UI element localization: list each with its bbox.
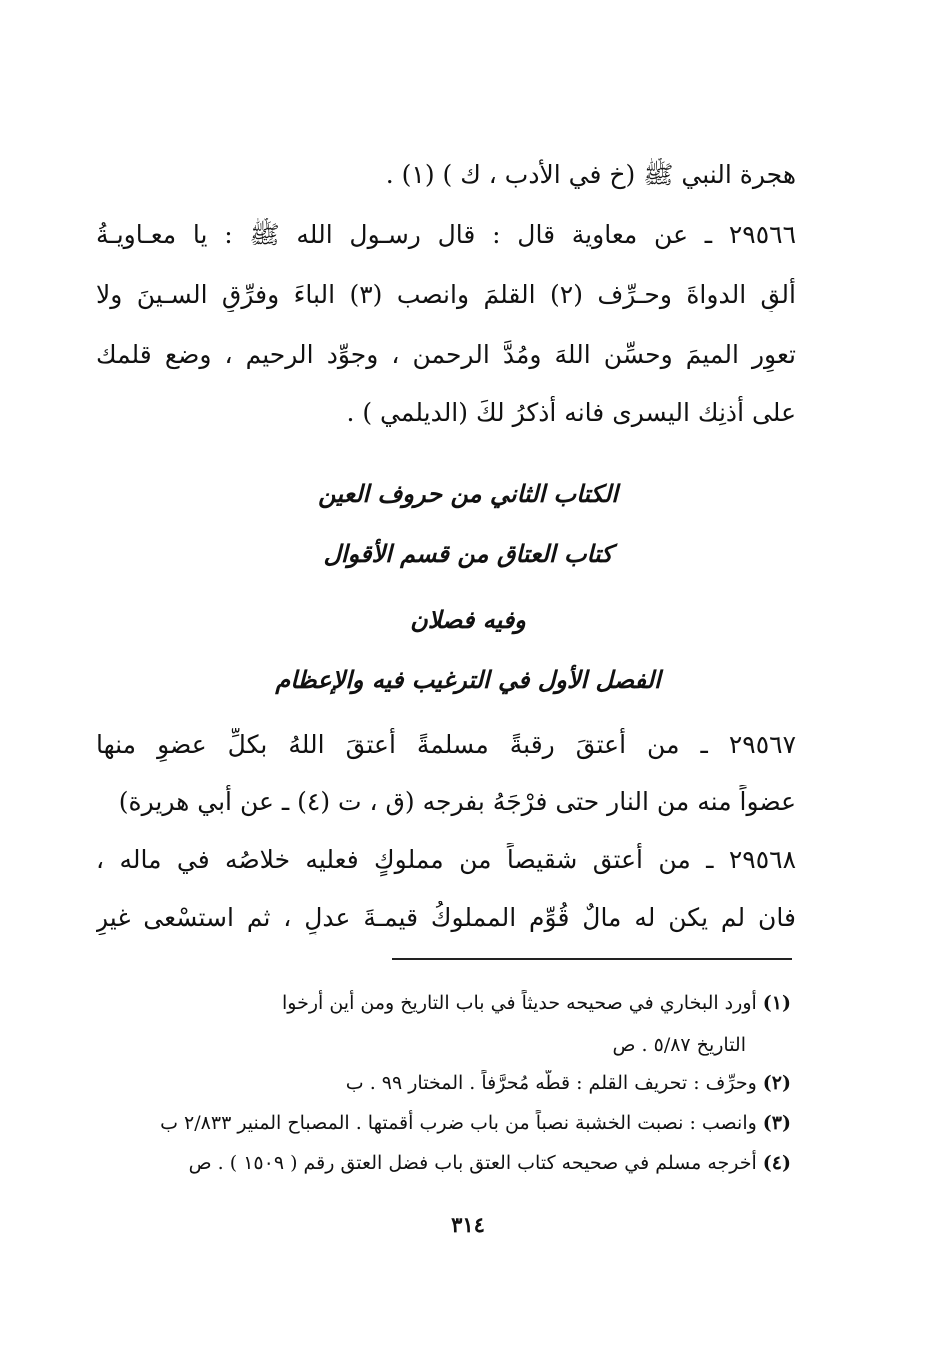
hadith-29568-line-2: فان لم يكن له مالٌ قُوِّم المملوكُ قيمـةَ عدلٍ ، ثم استسْعى غيرِ	[96, 903, 796, 932]
hadith-29568-line-1: ٢٩٥٦٨ ـ من أعتق شقيصاً من مملوكٍ فعليه خلاصُه في ماله ،	[96, 845, 796, 874]
page-number: ٣١٤	[451, 1212, 485, 1237]
body-line-1: هجرة النبي ﷺ (خ في الأدب ، ك ) (١) .	[385, 160, 796, 189]
chapter-heading: كتاب العتاق من قسم الأقوال	[323, 539, 613, 568]
footnote-2-text: وحرِّف : تحريف القلم : قطُّه مُحرَّفاً . المختار ٩٩ . ب	[345, 1072, 757, 1094]
footnote-1	[96, 990, 791, 1016]
footnote-1-number: (١)	[762, 992, 791, 1014]
footnote-4-text: أخرجه مسلم في صحيحه كتاب العتق باب فضل العتق رقم ( ١٥٠٩ ) . ص	[188, 1152, 757, 1174]
hadith-29566-line-2: ألقِ الدواةَ وحـرِّف (٢) القلمَ وانصب (٣) الباءَ وفرِّقِ السـينَ ولا	[96, 280, 796, 309]
footnote-4-number: (٤)	[762, 1152, 791, 1174]
footnote-1-continued-text: التاريخ ٥/٨٧ . ص	[612, 1034, 746, 1056]
footnote-1-continued	[96, 1032, 746, 1058]
footnote-3-text: وانصب : نصبت الخشبة نصباً من باب ضرب أقمتها . المصباح المنير ٢/٨٣٣ ب	[160, 1112, 757, 1134]
section-one-heading: الفصل الأول في الترغيب فيه والإعظام	[275, 665, 661, 694]
footnote-3-number: (٣)	[762, 1112, 791, 1134]
book-heading: الكتاب الثاني من حروف العين	[318, 479, 618, 508]
footnote-3	[96, 1110, 791, 1136]
hadith-29566-line-4: على أذنِك اليسرى فانه أذكرُ لكَ (الديلمي ) .	[346, 398, 796, 427]
footnote-1-text: أورد البخاري في صحيحه حديثاً في باب التاريخ ومن أين أرخوا	[282, 992, 757, 1014]
sections-heading: وفيه فصلان	[410, 605, 526, 634]
hadith-29566-line-1: ٢٩٥٦٦ ـ عن معاوية قال : قال رسـول الله ﷺ : يا معـاويـةُ	[96, 220, 796, 249]
footnote-2-number: (٢)	[762, 1072, 791, 1094]
hadith-29567-line-1: ٢٩٥٦٧ ـ من أعتقَ رقبةً مسلمةً أعتقَ اللهُ بكلِّ عضوٍ منها	[96, 730, 796, 759]
footnote-2	[96, 1070, 791, 1096]
hadith-29566-line-3: تعوِر الميمَ وحسِّن اللهَ ومُدَّ الرحمن ، وجوِّد الرحيم ، وضع قلمك	[96, 340, 796, 369]
footnote-divider	[392, 958, 792, 960]
hadith-29567-line-2: عضواً منه من النار حتى فرْجَهُ بفرجه (ق ، ت (٤) ـ عن أبي هريرة)	[118, 787, 796, 816]
footnote-4	[96, 1150, 791, 1176]
